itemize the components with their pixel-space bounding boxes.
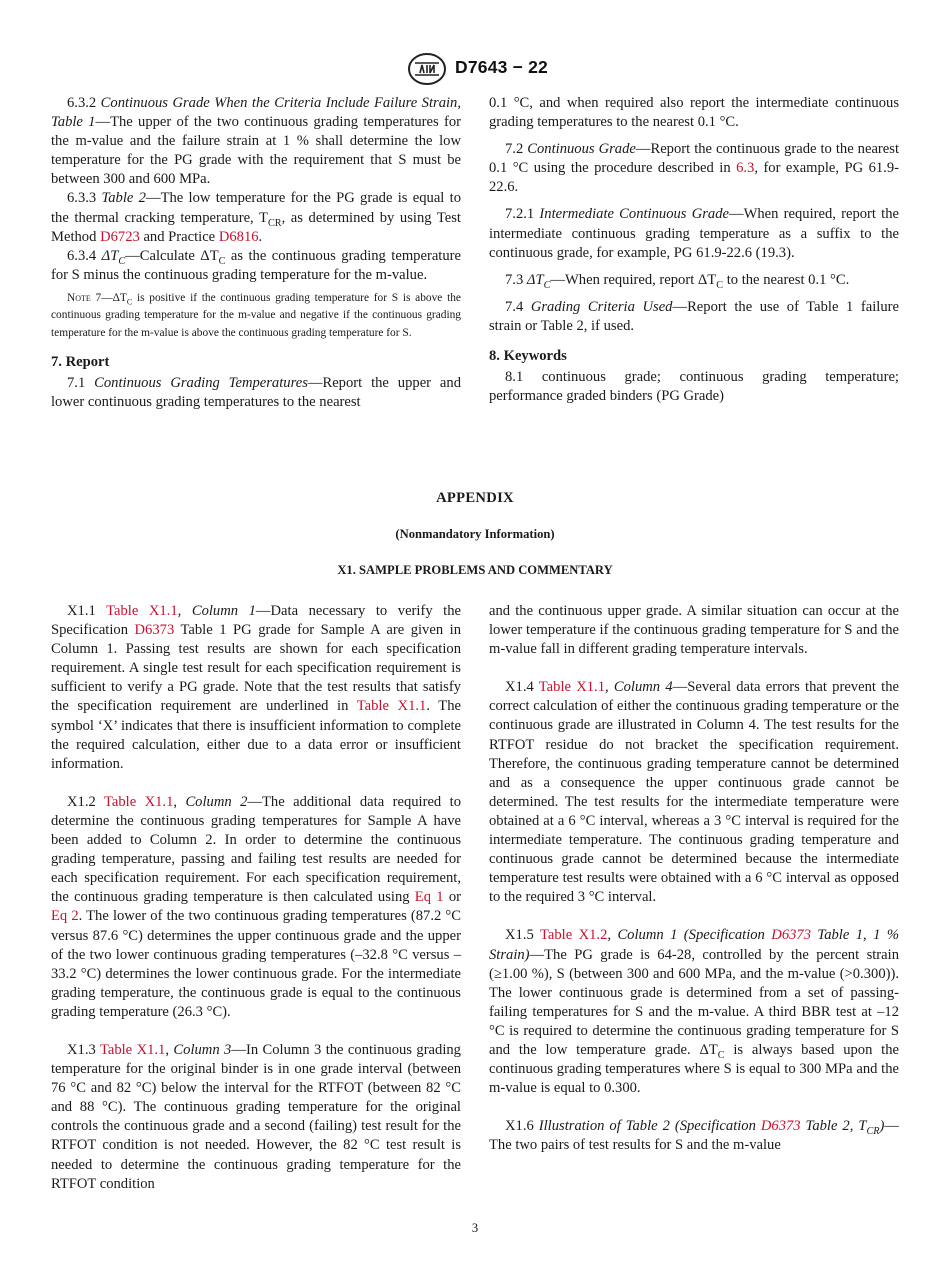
paragraph-x1-3-continued: and the continuous upper grade. A similar situation can occur at the lower temperature if the continuous grading temperature for S and the m-value fall in different grading temperature intervals. (489, 603, 899, 658)
upper-right-column (489, 94, 899, 406)
link-eq-1[interactable]: Eq 1 (414, 889, 444, 906)
section-heading-keywords: 8. Keywords (489, 348, 567, 365)
link-d6723[interactable]: D6723 (100, 228, 140, 245)
link-table-x1-2[interactable]: Table X1.2 (539, 927, 608, 944)
link-d6816[interactable]: D6816 (218, 228, 259, 245)
paragraph-6-3-2: 6.3.2 Continuous Grade When the Criteria Include Failure Strain, Table 1—The upper of the two continuous grading temperatures for the m-value and the failure strain at 1 % shall determine the low temperature for the PG grade with the requirement that S must be between 300 and 600 MPa. (51, 95, 461, 188)
paragraph-7-2: 7.2 Continuous Grade—Report the continuous grade to the nearest 0.1 °C using the procedure described in 6.3, for example, PG 61.9-22.6. (489, 141, 899, 196)
link-d6373[interactable]: D6373 (134, 622, 175, 639)
link-table-x1-1[interactable]: Table X1.1 (356, 698, 427, 715)
paragraph-7-1-continued: 0.1 °C, and when required also report the intermediate continuous grading temperatures to the nearest 0.1 °C. (489, 95, 899, 131)
link-table-x1-1[interactable]: Table X1.1 (103, 793, 174, 810)
document-designation: D7643 − 22 (455, 57, 548, 77)
paragraph-x1-6: X1.6 Illustration of Table 2 (Specification D6373 Table 2, $T_{CR})—The$ two pairs of test results for S and the m-value (489, 1118, 899, 1154)
appendix-section-title: X1. SAMPLE PROBLEMS AND COMMENTARY (337, 563, 613, 577)
paragraph-7-4: 7.4 Grading Criteria Used—Report the use of Table 1 failure strain or Table 2, if used. (489, 298, 899, 334)
appendix-subtitle: (Nonmandatory Information) (395, 527, 555, 541)
paragraph-6-3-4: 6.3.4 $\Delta T_C—Calculate$ $\Delta T_C$ as the continuous grading temperature for S minus the continuous grading temperature for the m-value. (51, 247, 461, 283)
astm-logo-icon (407, 52, 447, 86)
paragraph-x1-1: X1.1 Table X1.1, Column 1—Data necessary to verify the Specification D6373 Table 1 PG grade for Sample A are given in Column 1. Passing test results are shown for each specification requirement. A single test result for each specification requirement is sufficient to verify a PG grade. Note that the test results that satisfy the specification requirement are underlined in Table X1.1. The symbol ‘X’ indicates that there is insufficient information to complete the required calculation, either due to a data error or insufficient information. (51, 603, 461, 772)
lower-left-column (51, 602, 461, 1194)
appendix-title: APPENDIX (436, 490, 514, 506)
page-number: 3 (471, 1221, 479, 1235)
link-table-x1-1[interactable]: Table X1.1 (99, 1041, 166, 1058)
paragraph-x1-5: X1.5 Table X1.2, Column 1 (Specification D6373 Table 1, 1 % Strain)—The PG grade is 64-28, controlled by the percent strain (≥1.00 %), S (between 300 and 600 MPa, and the m-value (>0.300)). The lower continuous grade is determined from a set of passing-failing temperatures for S and the m-value. A third BBR test at –12 °C is required to determine the continuous grading temperature for S and the low temperature grade. $\Delta T_C$ is always based upon the continuous grading temperatures where S is equal to 300 MPa and the m-value is equal to 0.300. (489, 927, 899, 1097)
link-eq-2[interactable]: Eq 2 (51, 908, 79, 925)
paragraph-7-1: 7.1 Continuous Grading Temperatures—Report the upper and lower continuous grading temperatures to the nearest (51, 374, 461, 411)
link-table-x1-1[interactable]: Table X1.1 (538, 679, 605, 696)
note-7: Note $7—\Delta T_C$ is positive if the continuous grading temperature for S is above the continuous grading temperature for the m-value and negative if the continuous grading temperature for the m-value is above the continuous grading temperature for S. (51, 291, 461, 339)
paragraph-7-2-1: 7.2.1 Intermediate Continuous Grade—When required, report the intermediate continuous grading temperature as a suffix to the continuous grade, for example, PG 61.9-22.6 (19.3). (489, 206, 899, 261)
section-heading-report: 7. Report (51, 353, 110, 370)
page-header (0, 52, 950, 86)
link-d6373[interactable]: D6373 (771, 927, 812, 944)
lower-right-column (489, 602, 899, 1155)
paragraph-7-3: 7.3 $\Delta T_C—When$ required, report $\Delta T_C$ to the nearest 0.1 °C. (505, 271, 850, 291)
paragraph-x1-3: X1.3 Table X1.1, Column 3—In Column 3 the continuous grading temperature for the original binder is in one grade interval (between 76 °C and 82 °C) below the interval for the RTFOT (between 82 °C and 88 °C). The continuous grading temperature for the original controls the continuous grade and a second (failing) test result for the RTFOT condition is not needed. However, the 82 °C test result is needed to determine the continuous grading temperature for the RTFOT condition (51, 1041, 461, 1192)
upper-left-column (51, 94, 461, 412)
paragraph-x1-2: X1.2 Table X1.1, Column 2—The additional data required to determine the continuous grading temperatures for Sample A have been added to Column 2. In order to determine the continuous grading temperature, passing and failing test results are needed for each specification requirement. For each specification requirement, the continuous grading temperature is then calculated using Eq 1 or Eq 2. The lower of the two continuous grading temperatures (87.2 °C versus 87.6 °C) determines the upper continuous grade and the upper of the two lower continuous grading temperatures (–32.8 °C versus –33.2 °C) determines the lower continuous grade. For the intermediate grading temperature, the continuous grade is equal to the continuous grading temperature (26.3 °C). (51, 793, 461, 1020)
link-d6373[interactable]: D6373 (760, 1118, 801, 1135)
link-table-x1-1[interactable]: Table X1.1 (106, 603, 178, 619)
paragraph-x1-4: X1.4 Table X1.1, Column 4—Several data errors that prevent the correct calculation of either the continuous grading temperature or the continuous grade are illustrated in Column 4. The test results for the RTFOT residue do not bracket the specification requirement. Therefore, the continuous grading temperature cannot be determined and as a consequence the upper continuous grade cannot be determined. The test results for the intermediate temperature were obtained at a 6 °C interval, whereas a 3 °C interval is required for the intermediate temperature. The continuous grading temperature and continuous grade cannot be determined because the intermediate temperature test results were obtained with a 6 °C interval as opposed to the required 3 °C interval. (489, 679, 899, 906)
link-section-6-3[interactable]: 6.3 (736, 160, 755, 177)
paragraph-6-3-3: 6.3.3 Table 2—The low temperature for the PG grade is equal to the thermal cracking temperature, $T_{CR}$, as determined by using Test Method D6723 and Practice D6816. (51, 190, 461, 245)
paragraph-8-1: 8.1 continuous grade; continuous grading temperature; performance graded binders (PG Grade) (489, 369, 899, 405)
